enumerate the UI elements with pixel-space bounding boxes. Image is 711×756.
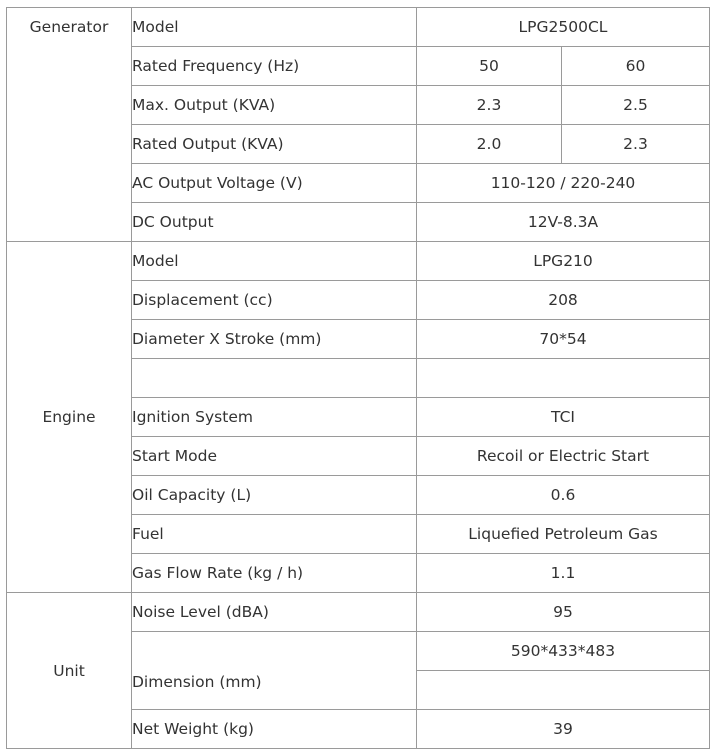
row-value: 2.3 <box>562 125 710 164</box>
row-label: Fuel <box>132 515 417 554</box>
row-label: Rated Output (KVA) <box>132 125 417 164</box>
row-value: 2.0 <box>417 125 562 164</box>
row-label: Max. Output (KVA) <box>132 86 417 125</box>
row-value: 70*54 <box>417 320 710 359</box>
row-value: 12V-8.3A <box>417 203 710 242</box>
row-label: Model <box>132 8 417 47</box>
row-label: Gas Flow Rate (kg / h) <box>132 554 417 593</box>
row-label: Ignition System <box>132 398 417 437</box>
spec-table <box>6 7 710 749</box>
row-label: AC Output Voltage (V) <box>132 164 417 203</box>
row-value: 1.1 <box>417 554 710 593</box>
row-value: LPG2500CL <box>417 8 710 47</box>
row-label: Oil Capacity (L) <box>132 476 417 515</box>
row-label: Noise Level (dBA) <box>132 593 417 632</box>
row-value: LPG210 <box>417 242 710 281</box>
row-label: Start Mode <box>132 437 417 476</box>
row-value <box>417 671 710 710</box>
section-engine: Engine <box>7 242 132 593</box>
row-value: 590*433*483 <box>417 632 710 671</box>
row-value: TCI <box>417 398 710 437</box>
table-row <box>7 593 710 632</box>
row-value: 208 <box>417 281 710 320</box>
row-value: 39 <box>417 710 710 749</box>
table-row <box>7 8 710 47</box>
row-value: Liquefied Petroleum Gas <box>417 515 710 554</box>
row-label: Dimension (mm) <box>132 632 417 710</box>
row-label: Net Weight (kg) <box>132 710 417 749</box>
section-generator: Generator <box>7 8 132 242</box>
row-value: 2.3 <box>417 86 562 125</box>
row-value: 60 <box>562 47 710 86</box>
row-label: DC Output <box>132 203 417 242</box>
row-label: Model <box>132 242 417 281</box>
row-label: Displacement (cc) <box>132 281 417 320</box>
row-value: 50 <box>417 47 562 86</box>
section-unit: Unit <box>7 593 132 749</box>
row-value: 2.5 <box>562 86 710 125</box>
row-value: 95 <box>417 593 710 632</box>
row-value <box>417 359 710 398</box>
row-label <box>132 359 417 398</box>
row-label: Rated Frequency (Hz) <box>132 47 417 86</box>
row-value: 110-120 / 220-240 <box>417 164 710 203</box>
row-label: Diameter X Stroke (mm) <box>132 320 417 359</box>
table-row <box>7 242 710 281</box>
row-value: Recoil or Electric Start <box>417 437 710 476</box>
row-value: 0.6 <box>417 476 710 515</box>
